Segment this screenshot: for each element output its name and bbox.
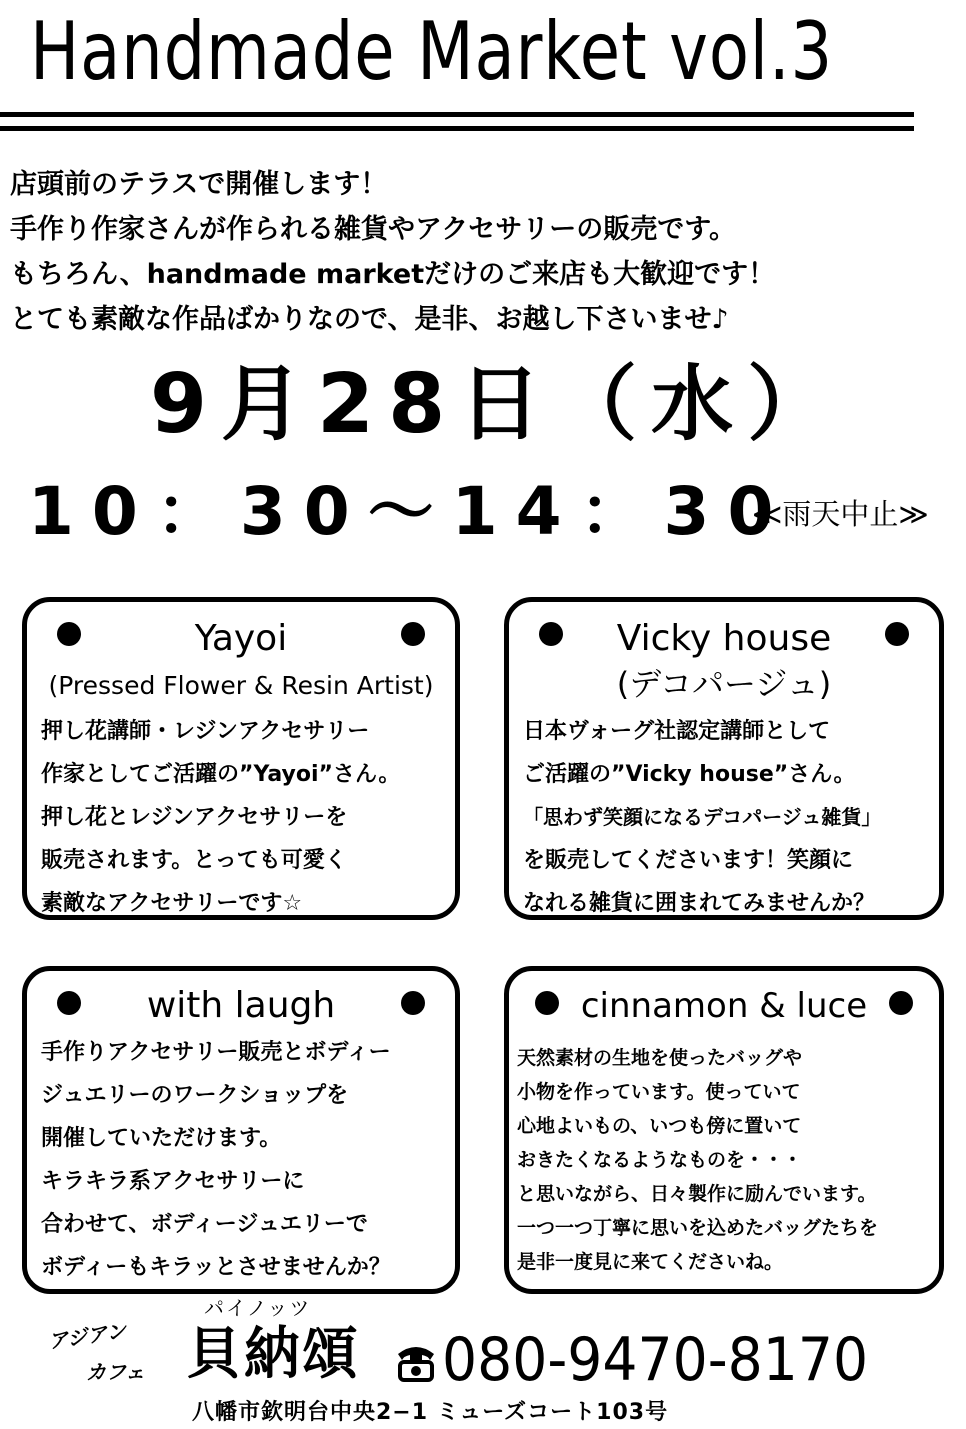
- vendor-description-line: なれる雑貨に囲まれてみませんか？: [523, 891, 876, 916]
- vendor-name: Vicky house: [616, 618, 832, 659]
- vendor-description-line: 日本ヴォーグ社認定講師として: [523, 719, 831, 744]
- vendor-description-line: と思いながら、日々製作に励んでいます。: [517, 1183, 877, 1205]
- shop-category-label: [48, 1318, 178, 1418]
- asian-label: アジアン: [46, 1318, 128, 1354]
- vendor-description-line: おきたくなるようなものを・・・: [517, 1149, 803, 1171]
- vendor-card-with-laugh: [22, 966, 460, 1294]
- phone-number: 080-9470-8170: [442, 1325, 869, 1395]
- vendor-description: [41, 1031, 447, 1289]
- vendor-description-line: 心地よいもの、いつも傍に置いて: [517, 1115, 802, 1137]
- vendor-description-line: キラキラ系アクセサリーに: [41, 1169, 305, 1194]
- vendor-subtitle: (デコパージュ): [616, 665, 832, 703]
- vendor-description-line: 販売されます。とっても可愛く: [41, 848, 347, 873]
- vendor-description-line: 一つ一つ丁寧に思いを込めたバッグたちを: [517, 1217, 879, 1239]
- intro-line: 手作り作家さんが作られる雑貨やアクセサリーの販売です。: [10, 214, 737, 245]
- vendor-description-line: ご活躍の”Vicky house”さん。: [523, 762, 856, 787]
- vendor-description-line: 是非一度見に来てくださいね。: [517, 1251, 784, 1273]
- shop-address: 八幡市欽明台中央2−1 ミューズコート103号: [192, 1400, 669, 1425]
- vendor-description: [523, 710, 931, 925]
- vendor-description-line: 作家としてご活躍の”Yayoi”さん。: [41, 762, 401, 787]
- vendor-description-line: 素敵なアクセサリーです☆: [41, 891, 303, 916]
- title-divider-top: [0, 112, 914, 117]
- vendor-description-line: 天然素材の生地を使ったバッグや: [517, 1047, 803, 1069]
- vendor-description-line: を販売してくださいます！笑顔に: [523, 848, 854, 873]
- vendor-name: Yayoi: [194, 618, 288, 659]
- intro-text: [10, 162, 960, 342]
- intro-line: 店頭前のテラスで開催します！: [10, 169, 388, 200]
- vendor-description-line: ジュエリーのワークショップを: [41, 1083, 349, 1108]
- vendor-description-line: ボディーもキラッとさせませんか？: [41, 1255, 391, 1280]
- event-date: 9月28日（水）: [150, 357, 844, 452]
- vendor-subtitle: (Pressed Flower & Resin Artist): [48, 671, 434, 700]
- shop-name: 貝納頌: [186, 1322, 360, 1387]
- vendor-card-yayoi: [22, 597, 460, 920]
- cafe-label: カフェ: [86, 1360, 145, 1384]
- event-time: 10：30〜14：30: [28, 473, 792, 550]
- title-divider-bottom: [0, 126, 914, 131]
- vendor-name: cinnamon & luce: [580, 986, 868, 1026]
- vendor-description-line: 手作りアクセサリー販売とボディー: [41, 1040, 391, 1065]
- vendor-description-line: 開催していただけます。: [41, 1126, 282, 1151]
- phone-icon: [392, 1336, 440, 1384]
- vendor-name: with laugh: [146, 985, 336, 1026]
- vendor-description-line: 小物を作っています。使っていて: [517, 1081, 801, 1103]
- shop-name-reading: パイノッツ: [204, 1296, 312, 1320]
- vendor-description: [517, 1041, 931, 1279]
- vendor-card-cinnamon-luce: [504, 966, 944, 1294]
- vendor-card-vicky-house: [504, 597, 944, 920]
- vendor-description: [41, 710, 447, 925]
- page-title: Handmade Market vol.3: [30, 5, 834, 98]
- intro-line: とても素敵な作品ばかりなので、是非、お越し下さいませ♪: [10, 304, 729, 335]
- vendor-description-line: 押し花講師・レジンアクセサリー: [41, 719, 370, 744]
- vendor-description-line: 押し花とレジンアクセサリーを: [41, 805, 348, 830]
- vendor-description-line: 合わせて、ボディージュエリーで: [41, 1212, 368, 1237]
- vendor-description-line: 「思わず笑顔になるデコパージュ雑貨」: [523, 805, 882, 829]
- intro-line: もちろん、handmade marketだけのご来店も大歓迎です！: [10, 259, 776, 290]
- weather-note: ≪雨天中止≫: [752, 497, 929, 531]
